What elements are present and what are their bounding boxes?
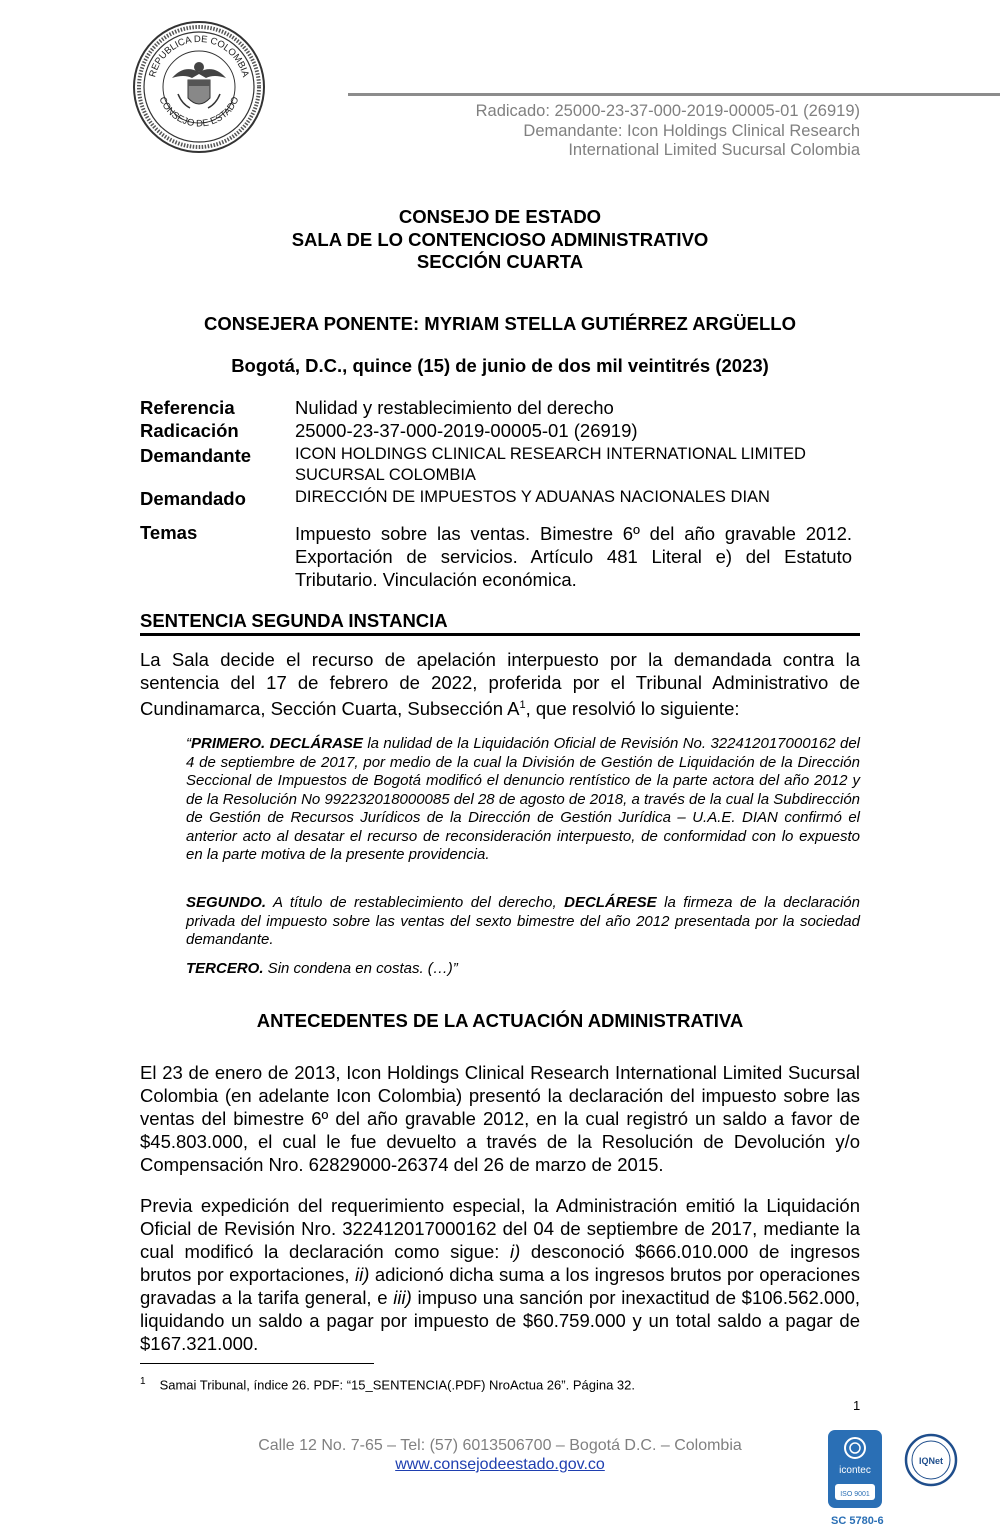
consejo-de-estado-seal (132, 20, 266, 154)
paragraph-2-i: i) (510, 1241, 521, 1262)
header-radicado: Radicado: 25000-23-37-000-2019-00005-01 (26919) (475, 102, 860, 120)
header-demandante-line2: International Limited Sucursal Colombia (568, 141, 860, 159)
quote-open-mark: “ (186, 735, 191, 752)
date-line: Bogotá, D.C., quince (15) de junio de dos mil veintitrés (2023) (231, 355, 769, 376)
footnote (140, 1376, 635, 1392)
court-heading (140, 206, 860, 274)
quote-primero-label: PRIMERO. DECLÁRASE (191, 735, 363, 752)
demandado-value: DIRECCIÓN DE IMPUESTOS Y ADUANAS NACIONALES DIAN (295, 488, 770, 506)
temas-label: Temas (140, 522, 198, 543)
page-footer (140, 1436, 860, 1474)
quote-segundo (186, 894, 860, 950)
seal-outer-text: REPUBLICA DE COLOMBIA (147, 33, 251, 79)
icontec-logo (828, 1430, 882, 1508)
quote-segundo-label: SEGUNDO. (186, 894, 267, 911)
seal-inner-text: CONSEJO DE ESTADO (156, 95, 242, 130)
demandante-value-line1: ICON HOLDINGS CLINICAL RESEARCH INTERNATIONAL LIMITED (295, 445, 806, 463)
quote-segundo-bold: DECLÁRESE (564, 894, 657, 911)
website-link[interactable]: www.consejodeestado.gov.co (395, 1456, 605, 1473)
iso-text: ISO 9001 (840, 1491, 870, 1498)
header-rule (348, 93, 1000, 96)
paragraph-2-d: impuso una sanción por inexactitud de $106.562.000, liquidando un saldo a pagar por impuesto de $60.759.000 y un total saldo a pagar de $167.321.000. (140, 1287, 860, 1354)
court-name: CONSEJO DE ESTADO (398, 206, 602, 227)
paragraph-2-ii: ii) (354, 1264, 370, 1285)
temas-value: Impuesto sobre las ventas. Bimestre 6º del año gravable 2012. Exportación de servicios. Artículo 481 Literal e) del Estatuto Tributario. Vinculación económica. (295, 523, 852, 590)
quote-tercero-text: Sin condena en costas. (…)” (263, 960, 458, 977)
court-chamber: SALA DE LO CONTENCIOSO ADMINISTRATIVO (291, 228, 709, 250)
icontec-text: icontec (839, 1465, 871, 1476)
page-number: 1 (853, 1398, 861, 1413)
header-case-info (476, 102, 860, 161)
footnote-reference: 1 (519, 699, 526, 711)
iqnet-text: IQNet (918, 1456, 944, 1466)
paragraph-2 (140, 1194, 860, 1355)
paragraph-2-iii: iii) (393, 1287, 412, 1308)
iqnet-logo (906, 1435, 956, 1485)
case-reference-table (140, 396, 806, 510)
ponente-line: CONSEJERA PONENTE: MYRIAM STELLA GUTIÉRREZ ARGÜELLO (203, 313, 797, 334)
quote-segundo-text-b: la firmeza de la declaración privada del impuesto sobre las ventas del sexto bimestre del año 2012 presentada por la sociedad demandante. (186, 894, 860, 948)
sentencia-title: SENTENCIA SEGUNDA INSTANCIA (140, 610, 860, 636)
intro-text: La Sala decide el recurso de apelación interpuesto por la demandada contra la sentencia del 17 de febrero de 2022, proferida por el Tribunal Administrativo de Cundinamarca, Sección Cuarta, Subsección A (140, 649, 860, 720)
intro-tail: , que resolvió lo siguiente: (525, 698, 740, 720)
antecedentes-title: ANTECEDENTES DE LA ACTUACIÓN ADMINISTRATIVA (256, 1010, 744, 1031)
quote-primero (186, 735, 860, 865)
paragraph-2-a: Previa expedición del requerimiento especial, la Administración emitió la Liquidación Oficial de Revisión Nro. 322412017000162 del 04 de septiembre de 2017, mediante la cual modificó la declaración como sigue: (140, 1195, 860, 1262)
footer-address: Calle 12 No. 7-65 – Tel: (57) 6013506700 – Bogotá D.C. – Colombia (258, 1437, 742, 1454)
quote-tercero-label: TERCERO. (186, 960, 264, 977)
radicacion-value: 25000-23-37-000-2019-00005-01 (26919) (295, 420, 638, 441)
certification-logos (825, 1428, 965, 1528)
quote-primero-text: la nulidad de la Liquidación Oficial de Revisión No. 322412017000162 del 4 de septiembre de 2017, por medio de la cual la División de Gestión de Liquidación de la Dirección Seccional de Impuestos de Bogotá modificó el denuncio rentístico de la parte actora del año 2012 y de la Resolución No 992232018000085 del 28 de agosto de 2018, a través de la cual la Subdirección de Gestión de Recursos Jurídicos de la Dirección de Gestión Jurídica – U.A.E. DIAN confirmó el anterior acto al desatar el recurso de reconsideración interpuesto, de conformidad con lo expuesto en la parte motiva de la presente providencia. (186, 735, 860, 863)
court-section: SECCIÓN CUARTA (416, 251, 584, 272)
footnote-separator (140, 1363, 374, 1364)
quote-tercero (186, 960, 860, 979)
referencia-label: Referencia (140, 397, 235, 418)
demandante-value (295, 442, 806, 485)
quote-segundo-text-a: A título de restablecimiento del derecho, (266, 894, 565, 911)
paragraph-1: El 23 de enero de 2013, Icon Holdings Clinical Research International Limited Sucursal Colombia (en adelante Icon Colombia) presentó la declaración del impuesto sobre las ventas del bimestre 6º del año gravable 2012, en la cual registró un saldo a favor de $45.803.000, el cual le fue devuelto a través de la Resolución de Devolución y/o Compensación Nro. 62829000-26374 del 26 de marzo de 2015. (140, 1062, 860, 1175)
referencia-value: Nulidad y restablecimiento del derecho (295, 397, 614, 418)
paragraph-2-c: adicionó dicha suma a los ingresos brutos por operaciones gravadas a la tarifa general, e (140, 1264, 860, 1308)
demandado-label: Demandado (140, 488, 246, 509)
footnote-number: 1 (140, 1376, 146, 1387)
intro-paragraph (140, 648, 860, 720)
header-demandante-line1: Demandante: Icon Holdings Clinical Research (523, 121, 860, 140)
cert-code: SC 5780-6 (831, 1515, 884, 1527)
paragraph-2-b: desconoció $666.010.000 de ingresos brutos por exportaciones, (140, 1241, 860, 1285)
demandante-label: Demandante (140, 445, 252, 466)
footnote-text: Samai Tribunal, índice 26. PDF: “15_SENTENCIA(.PDF) NroActua 26”. Página 32. (159, 1377, 635, 1393)
demandante-value-line2: SUCURSAL COLOMBIA (295, 465, 476, 484)
radicacion-label: Radicación (140, 420, 239, 441)
